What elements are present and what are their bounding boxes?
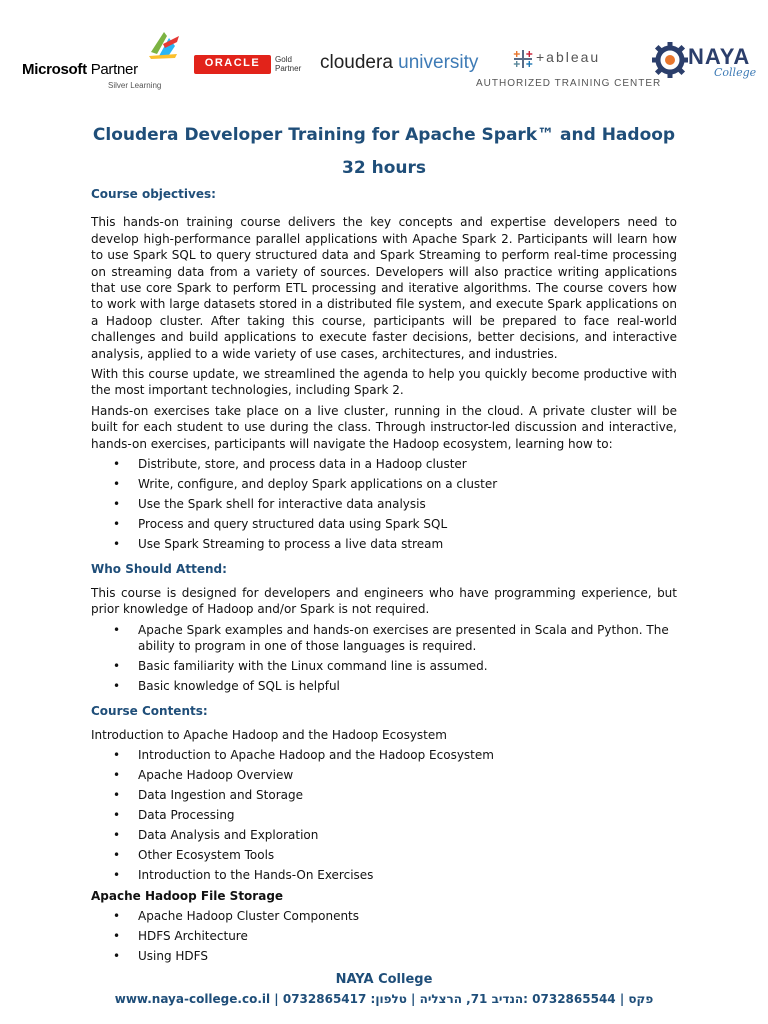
naya-wordmark: NAYA xyxy=(688,44,751,69)
oracle-gold-partner-logo xyxy=(194,53,314,77)
university-wordmark: university xyxy=(398,52,479,73)
list-item: • Use Spark Streaming to process a live data stream xyxy=(91,536,677,552)
list-item: • Apache Hadoop Overview xyxy=(91,767,677,783)
objectives-paragraph: With this course update, we streamlined the agenda to help you quickly become productive with the most important technologies, including Spark 2. xyxy=(91,367,677,398)
college-wordmark: College xyxy=(714,66,757,79)
footer-college-name: NAYA College xyxy=(335,972,433,987)
footer-contact-line: www.naya-college.co.il | 0732865417 :פקס | 0732865544 :הנדיב 71, הרצליה | טלפון xyxy=(114,992,654,1006)
partner-logo-bar xyxy=(0,20,768,95)
list-item: • Data Ingestion and Storage xyxy=(91,787,677,803)
list-item: • Data Analysis and Exploration xyxy=(91,827,677,843)
list-item: • Using HDFS xyxy=(91,948,677,964)
naya-college-logo xyxy=(652,42,757,102)
list-item: • Apache Spark examples and hands-on exercises are presented in Scala and Python. The ability to program in one of those languages is required. xyxy=(91,622,677,655)
course-contents-heading: Course Contents: xyxy=(91,703,208,718)
objectives-paragraph: Hands-on exercises take place on a live cluster, running in the cloud. A private cluster will be built for each student to use during the class. Through instructor-led discussion and interactive, hands-on exercises, participants will navigate the Hadoop ecosystem, learning how to: xyxy=(91,403,677,451)
document-body xyxy=(91,186,677,965)
authorized-training-center-label: AUTHORIZED TRAINING CENTER xyxy=(476,78,662,89)
objectives-bullet-list xyxy=(91,456,677,552)
module-title: Apache Hadoop File Storage xyxy=(91,888,284,903)
microsoft-partner-label: Partner xyxy=(90,61,138,78)
naya-gear-icon xyxy=(652,42,688,83)
tableau-cross-icon xyxy=(512,48,534,75)
list-item: • Other Ecosystem Tools xyxy=(91,847,677,863)
oracle-wordmark: ORACLE xyxy=(204,57,261,69)
module-topic-list xyxy=(91,747,677,883)
who-should-attend-heading: Who Should Attend: xyxy=(91,561,227,576)
microsoft-partner-wordmark xyxy=(22,61,138,78)
microsoft-partner-logo xyxy=(22,28,182,88)
microsoft-brand: Microsoft xyxy=(22,61,87,78)
attend-paragraph: This course is designed for developers and engineers who have programming experience, but prior knowledge of Hadoop and/or Spark is not required. xyxy=(91,585,677,617)
module-title: Introduction to Apache Hadoop and the Hadoop Ecosystem xyxy=(91,727,447,742)
list-item: • Write, configure, and deploy Spark applications on a cluster xyxy=(91,476,677,492)
attend-bullet-list xyxy=(91,622,677,695)
module-topic-list xyxy=(91,908,677,964)
document-title: Cloudera Developer Training for Apache Spark™ and Hadoop xyxy=(92,125,676,145)
list-item: • Introduction to the Hands-On Exercises xyxy=(91,867,677,883)
list-item: • HDFS Architecture xyxy=(91,928,677,944)
objectives-heading: Course objectives: xyxy=(91,187,216,201)
list-item: • Use the Spark shell for interactive data analysis xyxy=(91,496,677,512)
microsoft-partner-level: Silver Learning xyxy=(108,81,162,90)
course-duration: 32 hours xyxy=(342,158,426,178)
list-item: • Data Processing xyxy=(91,807,677,823)
objectives-paragraph: This hands-on training course delivers the key concepts and expertise developers need to develop high-performance parallel applications with Apache Spark 2. Participants will learn how to use Spark SQL to query structured data and Spark Streaming to perform real-time processing on streaming data from a variety of sources. Developers will also practice writing applications that use core Spark to perform ETL processing and iterative algorithms. The course covers how to work with large datasets stored in a distributed file system, and execute Spark applications on a Hadoop cluster. After taking this course, participants will be prepared to face real-world challenges and build applications to execute faster decisions, better decisions, and interactive analysis, applied to a wide variety of use cases, architectures, and industries. xyxy=(91,215,677,361)
list-item: • Distribute, store, and process data in a Hadoop cluster xyxy=(91,456,677,472)
microsoft-partner-emblem-icon xyxy=(147,30,181,65)
list-item: • Process and query structured data using Spark SQL xyxy=(91,516,677,532)
oracle-tier-label: Gold Partner xyxy=(275,55,302,73)
cloudera-wordmark: cloudera xyxy=(320,52,393,73)
list-item: • Basic familiarity with the Linux command line is assumed. xyxy=(91,658,677,674)
list-item: • Basic knowledge of SQL is helpful xyxy=(91,678,677,694)
list-item: • Apache Hadoop Cluster Components xyxy=(91,908,677,924)
tableau-wordmark: +ableau xyxy=(536,49,601,65)
cloudera-university-logo xyxy=(320,52,478,74)
list-item: • Introduction to Apache Hadoop and the Hadoop Ecosystem xyxy=(91,747,677,763)
